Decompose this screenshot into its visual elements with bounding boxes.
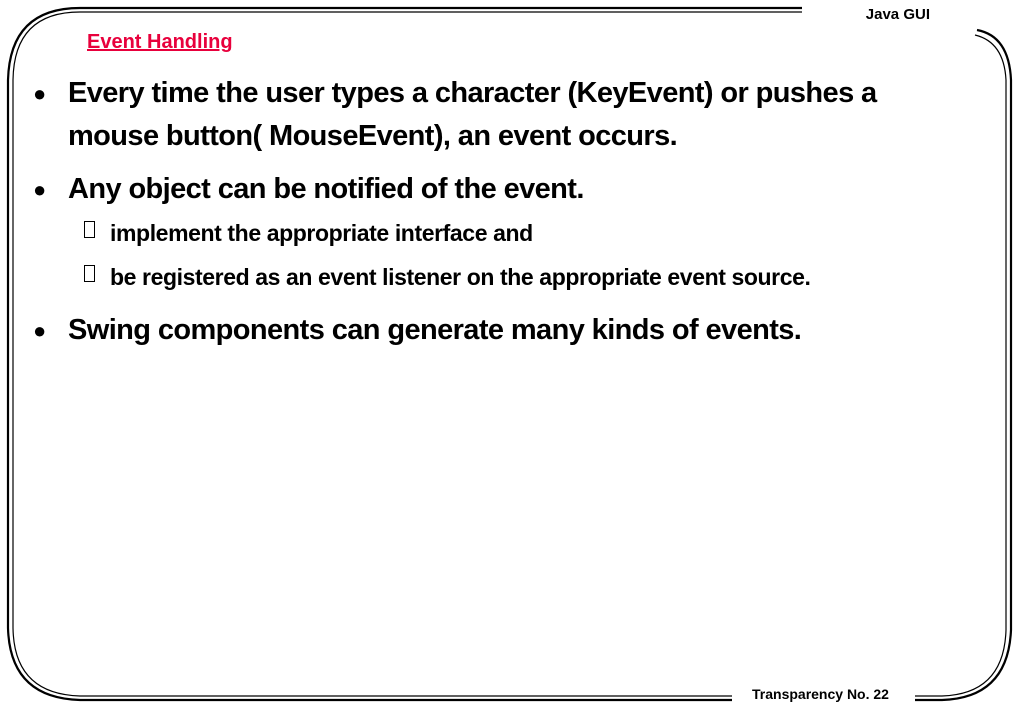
sub-bullet-text: be registered as an event listener on the appropriate event source. <box>110 264 811 290</box>
sub-bullet-item <box>28 211 978 255</box>
sub-bullet-item <box>28 255 978 299</box>
bullet-text-line: mouse button( MouseEvent), an event occurs. <box>68 120 678 152</box>
square-bullet-icon <box>84 221 95 238</box>
bullet-item <box>28 72 978 158</box>
bullet-dot-icon: ● <box>33 318 46 343</box>
slide-title: Event Handling <box>87 31 233 53</box>
square-bullet-icon <box>84 265 95 282</box>
bullet-text-line: Every time the user types a character (KeyEvent) or pushes a <box>68 77 877 109</box>
bullet-item <box>28 168 978 211</box>
bullet-text: Swing components can generate many kinds of events. <box>68 314 802 346</box>
bullet-list <box>28 72 978 352</box>
bullet-item <box>28 309 978 352</box>
bullet-dot-icon: ● <box>33 81 46 106</box>
bullet-text: Any object can be notified of the event. <box>68 173 584 205</box>
bullet-dot-icon: ● <box>33 177 46 202</box>
header-label: Java GUI <box>865 6 930 23</box>
sub-bullet-text: implement the appropriate interface and <box>110 220 533 246</box>
footer-label: Transparency No. 22 <box>752 686 889 702</box>
